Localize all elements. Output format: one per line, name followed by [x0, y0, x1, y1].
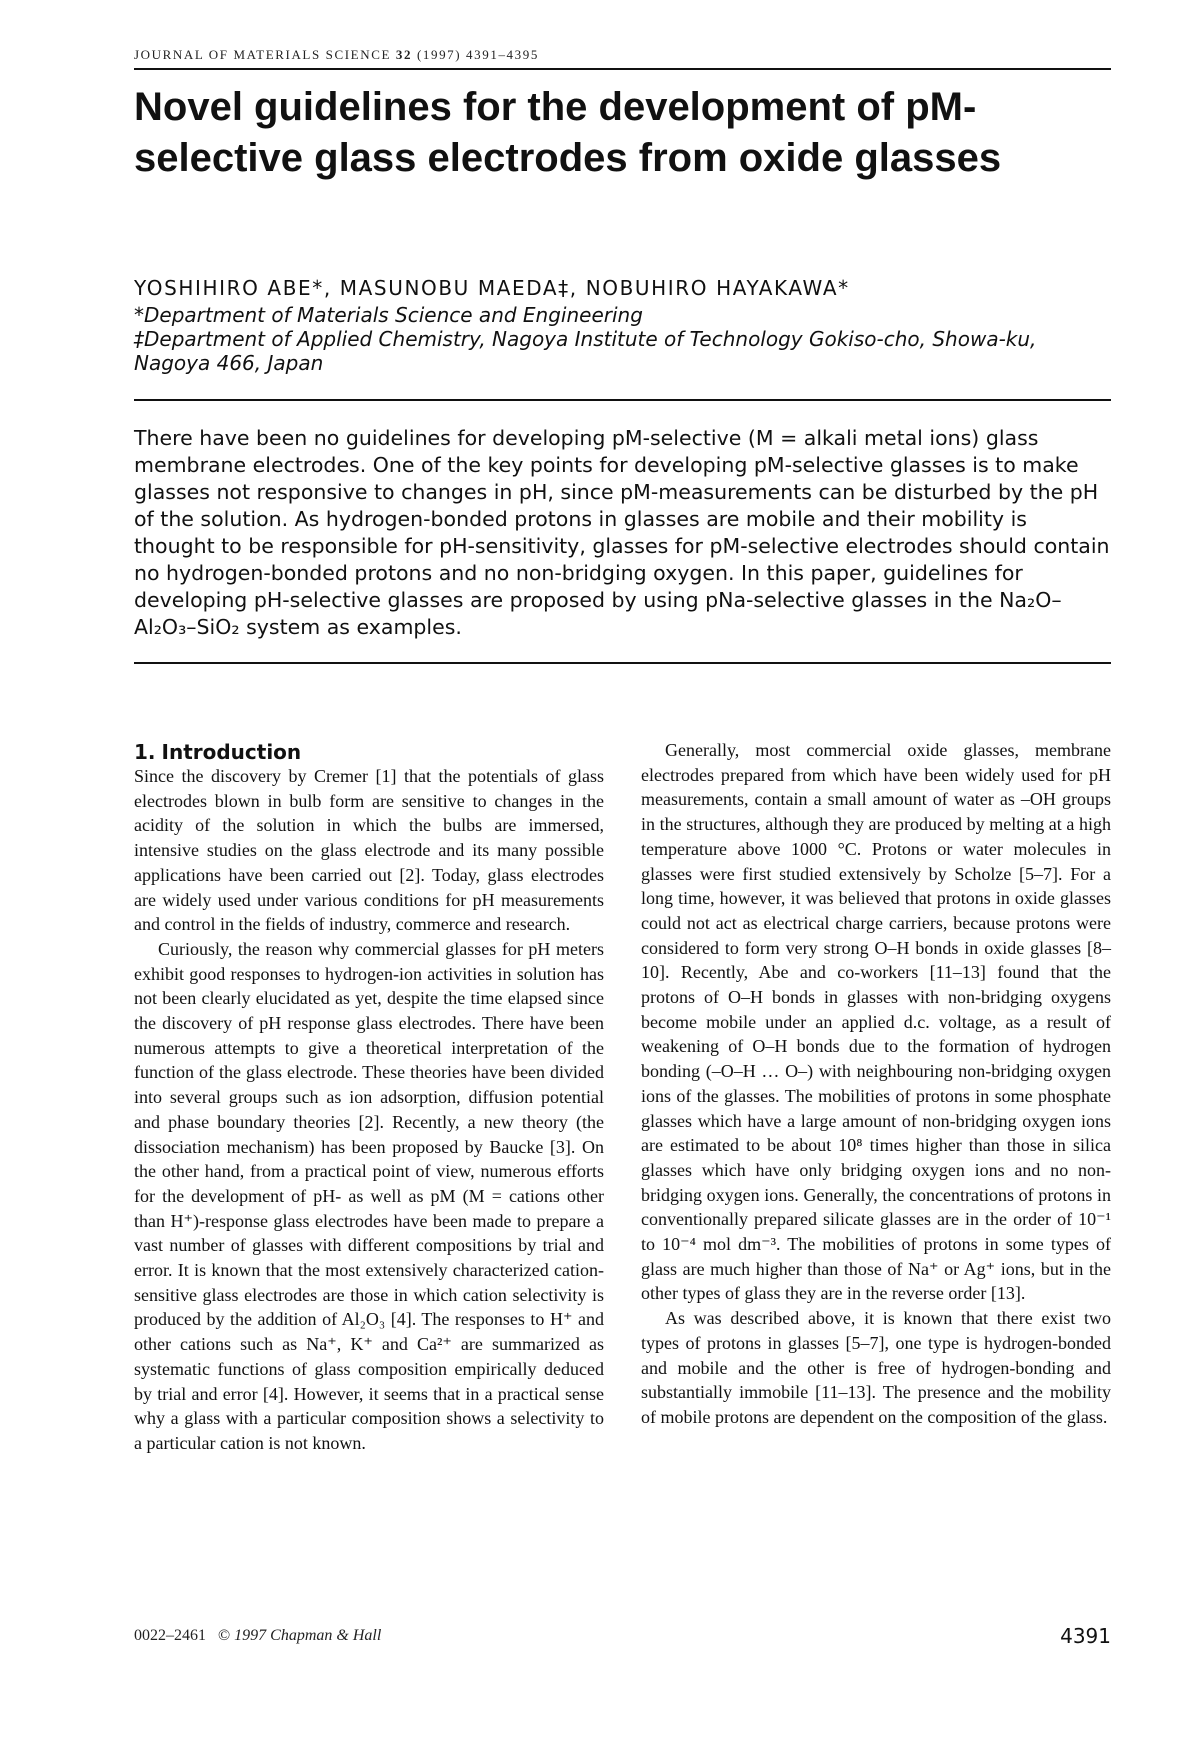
abstract-rule-top [134, 399, 1111, 401]
section-heading [134, 738, 604, 766]
publisher: 1997 Chapman & Hall [234, 1627, 382, 1644]
journal-name: JOURNAL OF MATERIALS SCIENCE [134, 47, 392, 62]
paragraph: Since the discovery by Cremer [1] that the potentials of glass electrodes blown in bulb form are sensitive to changes in the acidity of the solution in which the bulbs are immersed, intensive studies on the glass electrode and its many possible applications have been carried out [2]. Today, glass electrodes are widely used under various conditions for pH measurements and control in the fields of industry, commerce and research. [134, 766, 604, 935]
paragraph: As was described above, it is known that there exist two types of protons in glasses [5–7], one type is hydrogen-bonded and mobile and the other is free of hydrogen-bonding and substantially immobile [11–13]. The presence and the mobility of mobile protons are dependent on the composition of the glass. [641, 1308, 1111, 1427]
journal-year-pages: (1997) 4391–4395 [416, 47, 539, 62]
left-column [134, 738, 604, 1456]
running-head [134, 47, 539, 63]
author-list: YOSHIHIRO ABE*, MASUNOBU MAEDA‡, NOBUHIRO HAYAKAWA* [134, 276, 850, 300]
issn: 0022–2461 [134, 1627, 206, 1644]
footer-copyright [134, 1627, 381, 1645]
copyright-icon: © [218, 1627, 231, 1644]
abstract: There have been no guidelines for developing pM-selective (M = alkali metal ions) glass membrane electrodes. One of the key points for developing pM-selective glasses is to make glasses not responsive to changes in pH, since pM-measurements can be disturbed by the pH of the solution. As hydrogen-bonded protons in glasses are mobile and their mobility is thought to be responsible for pH-sensitivity, glasses for pM-selective electrodes should contain no hydrogen-bonded protons and no non-bridging oxygen. In this paper, guidelines for developing pH-selective glasses are proposed by using pNa-selective glasses in the Na₂O–Al₂O₃–SiO₂ system as examples. [134, 426, 1110, 639]
section-number: 1. [134, 740, 156, 764]
journal-volume: 32 [395, 47, 413, 62]
paragraph: Generally, most commercial oxide glasses, membrane electrodes prepared from which have been widely used for pH measurements, contain a small amount of water as –OH groups in the structures, although they are produced by melting at a high temperature above 1000 °C. Protons or water molecules in glasses were first studied extensively by Scholze [5–7]. For a long time, however, it was believed that protons in oxide glasses could not act as electrical charge carriers, because protons were considered to form very strong O–H bonds in oxide glasses [8–10]. Recently, Abe and co-workers [11–13] found that the protons of O–H bonds in glasses with non-bridging oxygens become mobile under an applied d.c. voltage, as a result of weakening of O–H bonds due to the formation of hydrogen bonding (–O–H … O–) with neighbouring non-bridging oxygen ions of the glasses. The mobilities of protons in some phosphate glasses which have a large amount of non-bridging oxygen ions are estimated to be about 10⁸ times higher than those in silica glasses which have only bridging oxygen ions and no non-bridging oxygen ions. Generally, the concentrations of protons in conventionally prepared silicate glasses are in the order of 10⁻¹ to 10⁻⁴ mol dm⁻³. The mobilities of protons in some types of glass are much higher than those of Na⁺ or Ag⁺ ions, but in the other types of glass they are in the reverse order [13]. [641, 740, 1111, 1304]
right-column [641, 738, 1111, 1430]
abstract-rule-bottom [134, 662, 1111, 664]
section-title: Introduction [161, 740, 302, 764]
page-number: 4391 [1060, 1624, 1111, 1648]
affiliation-1: *Department of Materials Science and Engineering [134, 303, 643, 327]
affiliation-2: ‡Department of Applied Chemistry, Nagoya Institute of Technology Gokiso-cho, Showa-ku, Nagoya 466, Japan [134, 327, 1037, 375]
article-title: Novel guidelines for the development of pM-selective glass electrodes from oxide glasses [134, 85, 1002, 180]
paragraph: Curiously, the reason why commercial glasses for pH meters exhibit good responses to hydrogen-ion activities in solution has not been clearly elucidated as yet, despite the time elapsed since the discovery of pH response glass electrodes. There have been numerous attempts to give a theoretical interpretation of the function of the glass electrode. These theories have been divided into several groups such as ion adsorption, diffusion potential and phase boundary theories [2]. Recently, a new theory (the dissociation mechanism) has been proposed by Baucke [3]. On the other hand, from a practical point of view, numerous efforts for the development of pH- as well as pM (M = cations other than H⁺)-response glass electrodes have been made to prepare a vast number of glasses with different compositions by trial and error. It is known that the most extensively characterized cation-sensitive glass electrodes are those in which cation selectivity is produced by the addition of Al₂O₃ [4]. The responses to H⁺ and other cations such as Na⁺, K⁺ and Ca²⁺ are summarized as systematic functions of glass composition empirically deduced by trial and error [4]. However, it seems that in a practical sense why a glass with a particular composition shows a selectivity to a particular cation is not known. [134, 938, 604, 1453]
header-rule [134, 68, 1111, 70]
